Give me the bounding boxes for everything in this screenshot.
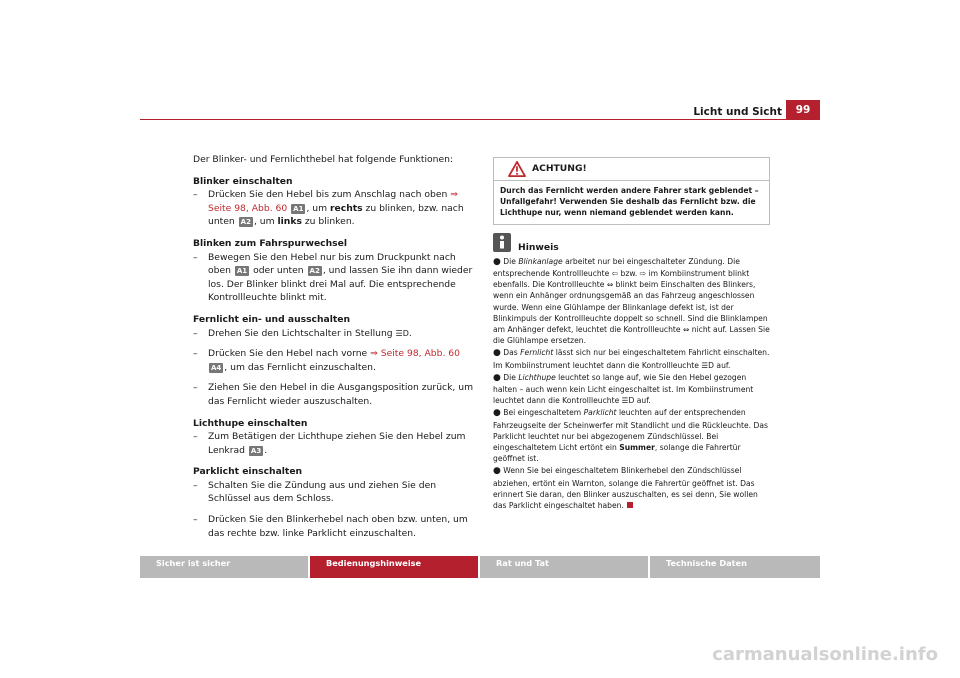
text: Drehen Sie den Lichtschalter in Stellung xyxy=(208,327,396,339)
dash-marker: – xyxy=(193,431,198,443)
left-column xyxy=(193,153,476,540)
section-title: Parklicht einschalten xyxy=(193,466,303,478)
text-bold: Summer xyxy=(619,443,655,453)
list-item xyxy=(193,188,476,229)
callout-badge: A3 xyxy=(250,446,262,455)
note-bullet xyxy=(493,256,770,347)
text-italic: Parklicht xyxy=(583,408,617,418)
turn-left-icon: ⇦ xyxy=(611,269,619,279)
footer-tab-bedienungshinweise[interactable]: Bedienungshinweise xyxy=(310,556,478,578)
text: oder unten xyxy=(250,265,307,277)
list-item xyxy=(193,347,476,374)
bullet-marker: ● xyxy=(493,372,501,383)
footer-tab-technische-daten[interactable]: Technische Daten xyxy=(650,556,820,578)
text-bold: links xyxy=(277,216,302,228)
text: blinkt beim Einschalten des Blinkers, wenn ein Anhänger ordnungsgemäß an das Fahrzeug angeschlossen wurde. Wenn eine Glühlampe der Blinkanlage defekt ist, ist der Blinkimpuls der Kontrollleuchte doppelt so schnell. Sind die Blinklampen am Anhänger defekt, leuchtet die Kontrollleuchte xyxy=(493,280,768,335)
page-reference-link[interactable]: ⇒ Seite 98, Abb. 60 xyxy=(208,189,458,214)
watermark: carmanualsonline.info xyxy=(712,644,938,665)
text: Zum Betätigen der Lichthupe ziehen Sie den Hebel zum Lenkrad xyxy=(208,431,466,456)
warning-triangle-icon xyxy=(508,161,526,177)
callout-badge: A1 xyxy=(293,204,304,213)
callout-badge: A4 xyxy=(211,363,222,372)
text: auf. xyxy=(714,360,731,370)
dash-marker: – xyxy=(193,382,198,394)
dash-marker: – xyxy=(193,479,198,491)
note-icon xyxy=(493,233,511,252)
text-italic: Lichthupe xyxy=(518,372,556,382)
high-beam-icon: ☰D xyxy=(701,360,715,370)
text: , um das Fernlicht einzuschalten. xyxy=(224,361,376,373)
text: im Kombiinstrument blinkt ebenfalls. Die Kontrollleuchte xyxy=(493,269,750,290)
section-title: Blinker einschalten xyxy=(193,175,293,187)
text: Das xyxy=(503,348,521,358)
page-number: 99 xyxy=(786,100,820,120)
dash-marker: – xyxy=(193,251,198,263)
text: Bei eingeschaltetem xyxy=(503,408,584,418)
page-header-title: Licht und Sicht xyxy=(693,106,782,118)
text: arbeitet nur bei eingeschalteter Zündung. Die entsprechende Kontrollleuchte xyxy=(493,256,740,279)
footer-tab-sicher[interactable]: Sicher ist sicher xyxy=(140,556,308,578)
text: Wenn Sie bei eingeschaltetem Blinkerhebel den Zündschlüssel abziehen, ertönt ein Warnton, solange die Fahrertür geöffnet ist. Das erinnert Sie daran, den Blinker auszuschalten, es sei denn, Sie wollen das Parklicht eingeschaltet haben. xyxy=(493,466,758,511)
note-bullet xyxy=(493,372,770,407)
dash-marker: – xyxy=(193,514,198,526)
list-item xyxy=(193,513,476,540)
note-body xyxy=(493,256,770,511)
text: Drücken Sie den Blinkerhebel nach oben bzw. unten, um das rechte bzw. linke Parklicht einzuschalten. xyxy=(208,514,468,539)
text: leuchten auf der entsprechenden Fahrzeugseite der Scheinwerfer mit Standlicht und die Rückleuchte. Das Parklicht leuchtet nur bei abgezogenem Zündschlüssel. Bei eingeschaltetem Licht ertönt ein xyxy=(493,408,768,453)
text: , um xyxy=(253,216,278,228)
note-header xyxy=(493,232,770,253)
high-beam-icon: ☰D xyxy=(621,396,635,406)
warning-header xyxy=(494,158,769,181)
warning-title: ACHTUNG! xyxy=(532,163,587,175)
text: Drücken Sie den Hebel nach vorne xyxy=(208,348,371,360)
dash-marker: – xyxy=(193,327,198,339)
text: . xyxy=(264,444,268,456)
section-title: Lichthupe einschalten xyxy=(193,417,308,429)
callout-badge: A1 xyxy=(236,267,248,276)
text: Drücken Sie den Hebel bis zum Anschlag nach oben xyxy=(208,189,451,201)
text: zu blinken. xyxy=(301,216,355,228)
text: Ziehen Sie den Hebel in die Ausgangsposition zurück, um das Fernlicht wieder auszuschalten. xyxy=(208,382,474,407)
text-italic: Fernlicht xyxy=(520,348,554,358)
text-bold: rechts xyxy=(330,202,363,214)
list-item xyxy=(193,479,476,506)
text: , um xyxy=(306,202,330,214)
section-title: Fernlicht ein- und ausschalten xyxy=(193,313,351,325)
bullet-marker: ● xyxy=(493,466,501,477)
text: . xyxy=(408,327,412,339)
list-item xyxy=(193,430,476,457)
note-title: Hinweis xyxy=(518,241,559,253)
text: auf. xyxy=(634,396,651,406)
section-title: Blinken zum Fahrspurwechsel xyxy=(193,237,348,249)
warning-text: Durch das Fernlicht werden andere Fahrer stark geblendet – Unfallgefahr! Verwenden Sie deshalb das Fernlicht bzw. die Lichthupe nur, wenn niemand geblendet werden kann. xyxy=(500,186,759,218)
trailer-indicator-icon: ⇔ xyxy=(606,280,614,290)
text: , solange die Fahrertür geöffnet ist. xyxy=(493,443,741,464)
text-italic: Blinkanlage xyxy=(518,256,563,266)
text: bzw. xyxy=(618,269,640,279)
text: lässt sich nur bei eingeschaltetem Fahrlicht einschalten. Im Kombiinstrument leuchtet dann die Kontrollleuchte xyxy=(493,348,770,370)
text: Die xyxy=(503,256,519,266)
callout-badge: A2 xyxy=(240,218,251,227)
warning-box xyxy=(493,157,770,225)
text: leuchtet so lange auf, wie Sie den Hebel gezogen halten – auch wenn kein Licht eingeschaltet ist. Im Kombiinstrument leuchtet dann die Kontrollleuchte xyxy=(493,372,754,406)
turn-right-icon: ⇨ xyxy=(639,269,647,279)
note-bullet xyxy=(493,347,770,370)
end-of-section-marker xyxy=(627,502,633,508)
text: , und lassen Sie ihn dann wieder los. Der Blinker blinkt drei Mal auf. Die entsprechende Kontrollleuchte blinkt mit. xyxy=(208,265,473,304)
header-rule xyxy=(140,119,820,120)
note-bullet xyxy=(493,407,770,464)
callout-badge: A2 xyxy=(309,267,320,276)
bullet-marker: ● xyxy=(493,256,501,267)
list-item xyxy=(193,327,476,341)
text: Bewegen Sie den Hebel nur bis zum Druckpunkt nach oben xyxy=(208,251,456,277)
headlight-switch-icon: ☰D xyxy=(395,328,409,338)
dash-marker: – xyxy=(193,348,198,360)
text: Schalten Sie die Zündung aus und ziehen Sie den Schlüssel aus dem Schloss. xyxy=(208,479,437,505)
text: Die xyxy=(503,372,519,382)
footer-tab-rat-und-tat[interactable]: Rat und Tat xyxy=(480,556,648,578)
bullet-marker: ● xyxy=(493,408,501,419)
footer-navigation xyxy=(140,556,820,578)
dash-marker: – xyxy=(193,189,198,201)
text: nicht auf. Lassen Sie die Glühlampe ersetzen. xyxy=(493,325,770,346)
text: zu blinken, bzw. nach unten xyxy=(208,202,464,228)
note-bullet xyxy=(493,465,770,511)
list-item xyxy=(193,381,476,408)
intro-text: Der Blinker- und Fernlichthebel hat folgende Funktionen: xyxy=(193,154,454,165)
page-reference-link[interactable]: ⇒ Seite 98, Abb. 60 xyxy=(370,348,460,360)
trailer-indicator-icon: ⇔ xyxy=(682,325,690,335)
bullet-marker: ● xyxy=(493,348,501,359)
right-column xyxy=(493,157,770,512)
list-item xyxy=(193,251,476,305)
